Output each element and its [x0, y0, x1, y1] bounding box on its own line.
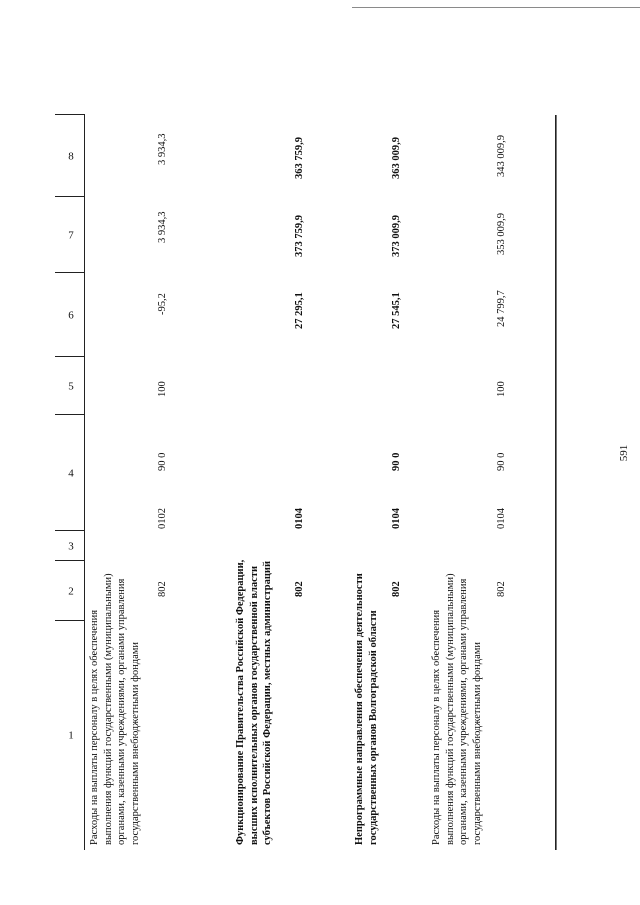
row-1-c3: 0102: [157, 508, 168, 529]
row-4-c8: 343 009,9: [496, 135, 507, 177]
row-2-c6: 27 295,1: [294, 292, 305, 329]
row-1-c5: 100: [157, 381, 168, 397]
row-1-c2: 802: [157, 581, 168, 597]
row-1-c4: 90 0: [157, 452, 168, 471]
row-3-name: Непрограммные направления обеспечения деятельности государственных органов Волгоградской области: [354, 573, 379, 845]
row-2-c3: 0104: [294, 508, 305, 529]
header-col-7: 7: [68, 229, 74, 241]
header-col-1: 1: [68, 729, 74, 742]
row-2-c7: 373 759,9: [294, 215, 305, 257]
row-4-c3: 0104: [496, 508, 507, 529]
row-3-c7: 373 009,9: [391, 215, 402, 257]
row-4-name: Расходы на выплаты персоналу в целях обеспечения выполнения функций государственными (муниципальными) органами, казенными учреждениями, органами управления государственными внебюджетными фондами: [431, 573, 483, 845]
header-col-3: 3: [68, 540, 74, 552]
row-4-c4: 90 0: [496, 452, 507, 471]
row-1-c7: 3 934,3: [157, 211, 168, 243]
header-col-4: 4: [68, 467, 74, 479]
row-2-c8: 363 759,9: [294, 137, 305, 179]
row-3-c4: 90 0: [391, 452, 402, 471]
row-2-name: Функционирование Правительства Российской Федерации, высших исполнительных органов государственной власти субъектов Российской Федерации, местных администраций: [235, 559, 274, 845]
header-bottom-rule: [84, 115, 85, 850]
row-2-c2: 802: [294, 581, 305, 597]
row-3-c3: 0104: [391, 508, 402, 529]
row-4-c2: 802: [496, 581, 507, 597]
row-1-c6: -95,2: [157, 293, 168, 315]
header-col-2: 2: [68, 585, 74, 597]
header-col-8: 8: [68, 150, 74, 162]
row-1-c8: 3 934,3: [157, 133, 168, 165]
header-col-5: 5: [68, 380, 74, 392]
row-1-name: Расходы на выплаты персоналу в целях обеспечения выполнения функций государственными (муниципальными) органами, казенными учреждениями, органами управления государственными внебюджетными фондами: [89, 573, 141, 845]
row-3-c8: 363 009,9: [391, 137, 402, 179]
page-number-text: 591: [618, 444, 630, 462]
row-4-c5: 100: [496, 381, 507, 397]
row-3-c2: 802: [391, 581, 402, 597]
row-4-c7: 353 009,9: [496, 213, 507, 255]
row-3-c6: 27 545,1: [391, 292, 402, 329]
header-col-6: 6: [68, 309, 74, 321]
row-4-c6: 24 799,7: [496, 290, 507, 327]
table-bottom-rule-shadow: [556, 115, 557, 850]
